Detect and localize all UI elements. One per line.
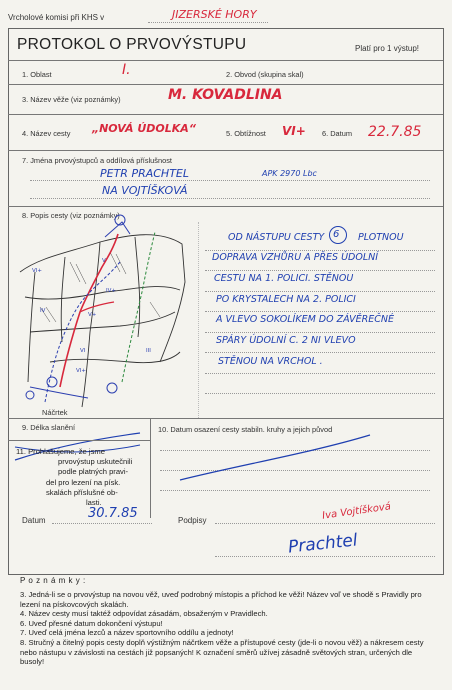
oblast-label: 1. Oblast	[22, 70, 52, 79]
vez-label: 3. Název věže (viz poznámky)	[22, 95, 121, 104]
popis-line-1a: OD NÁSTUPU CESTY	[228, 232, 325, 243]
popis-line-7: STĚNOU NA VRCHOL .	[218, 356, 323, 367]
notes-list	[20, 590, 438, 667]
podpisy-label: Podpisy	[178, 516, 207, 525]
sketch-grade-5: V+	[88, 312, 97, 318]
popis-line-6: SPÁRY ÚDOLNÍ C. 2 NI VLEVO	[216, 335, 356, 346]
sketch-grade-8: VI+	[76, 368, 86, 374]
cesta-value: „NOVÁ ÚDOLKA“	[92, 122, 196, 135]
popis-circled: 6	[333, 229, 340, 240]
popis-label: 8. Popis cesty (viz poznámky)	[22, 211, 120, 220]
datum-sign-label: Datum	[22, 516, 46, 525]
jmena-line1: PETR PRACHTEL	[100, 167, 189, 180]
route-sketch	[10, 212, 200, 412]
signature-1: Iva Vojtíšková	[321, 501, 392, 522]
popis-line-2: DOPRAVA VZHŮRU A PŘES ÚDOLNÍ	[212, 252, 379, 263]
obtiznost-label: 5. Obtížnost	[226, 129, 266, 138]
jmena-club: APK 2970 Lbc	[262, 169, 317, 178]
sketch-grade-7: VI	[80, 348, 86, 354]
popis-line-1b: PLOTNOU	[358, 232, 404, 243]
prohlaseni-block: 11. Prohlašujeme, že jsme prvovýstup uskutečnili podle platných pravi- del pro lezení na písk. skalách příslušné ob- lasti.	[16, 447, 133, 508]
nacrtek-label: Náčrtek	[42, 408, 68, 417]
osazeni-label: 10. Datum osazení cesty stabiln. kruhy a jejich původ	[158, 425, 333, 434]
sketch-grade-6: III	[146, 348, 151, 354]
cesta-label: 4. Název cesty	[22, 129, 71, 138]
obvod-label: 2. Obvod (skupina skal)	[226, 70, 304, 79]
sketch-grade-3: IV+	[106, 288, 116, 294]
popis-line-3: CESTU NA 1. POLICI. STĚNOU	[214, 273, 354, 284]
validity-note: Platí pro 1 výstup!	[355, 44, 420, 53]
datum-sign-value: 30.7.85	[88, 506, 138, 521]
commission-value: JIZERSKÉ HORY	[172, 8, 257, 21]
notes-heading: P o z n á m k y :	[20, 576, 86, 585]
signature-2: Prachtel	[287, 530, 359, 558]
sketch-grade-4: IV	[40, 308, 46, 314]
form-title: PROTOKOL O PRVOVÝSTUPU	[17, 36, 247, 53]
datum-value: 22.7.85	[368, 124, 422, 140]
sketch-grade-2: V	[102, 258, 106, 264]
jmena-label: 7. Jména prvovýstupců a oddílová příslušnost	[22, 156, 172, 165]
popis-line-4: PO KRYSTALECH NA 2. POLICI	[216, 294, 356, 305]
vez-value: M. KOVADLINA	[168, 87, 283, 103]
datum-label: 6. Datum	[322, 129, 352, 138]
note-item: 4. Název cesty musí taktéž odpovídat zásadám, obsaženým v Pravidlech.	[20, 609, 268, 619]
note-item: 6. Uveď přesné datum dokončení výstupu!	[20, 618, 163, 628]
note-item: 8. Stručný a čitelný popis cesty doplň výstižným náčrtkem věže a přístupové cesty (jde-li o novou věž) a nákresem cesty nebo nástupu v závislosti na cestách již popsaných! K označení směrů užívej zásadně světových stran, určených dle busoly!	[20, 637, 424, 667]
commission-label: Vrcholové komisi při KHS v	[8, 13, 105, 22]
oblast-value: I.	[122, 62, 131, 78]
popis-line-5: A VLEVO SOKOLÍKEM DO ZÁVĚREČNÉ	[216, 314, 395, 325]
note-item: 3. Jedná-li se o prvovýstup na novou věž, uveď podrobný místopis a příchod ke věži! Název voľ ve shodě s Pravidly pro lezení na pískovcových skalách.	[20, 590, 422, 609]
obtiznost-value: VI+	[282, 124, 306, 138]
jmena-line2: NA VOJTÍŠKOVÁ	[102, 184, 188, 197]
sketch-grade-1: VI+	[32, 268, 42, 274]
delka-label: 9. Délka slanění	[22, 423, 75, 432]
note-item: 7. Uveď celá jména lezců a název sportovního oddílu a jednoty!	[20, 628, 234, 638]
